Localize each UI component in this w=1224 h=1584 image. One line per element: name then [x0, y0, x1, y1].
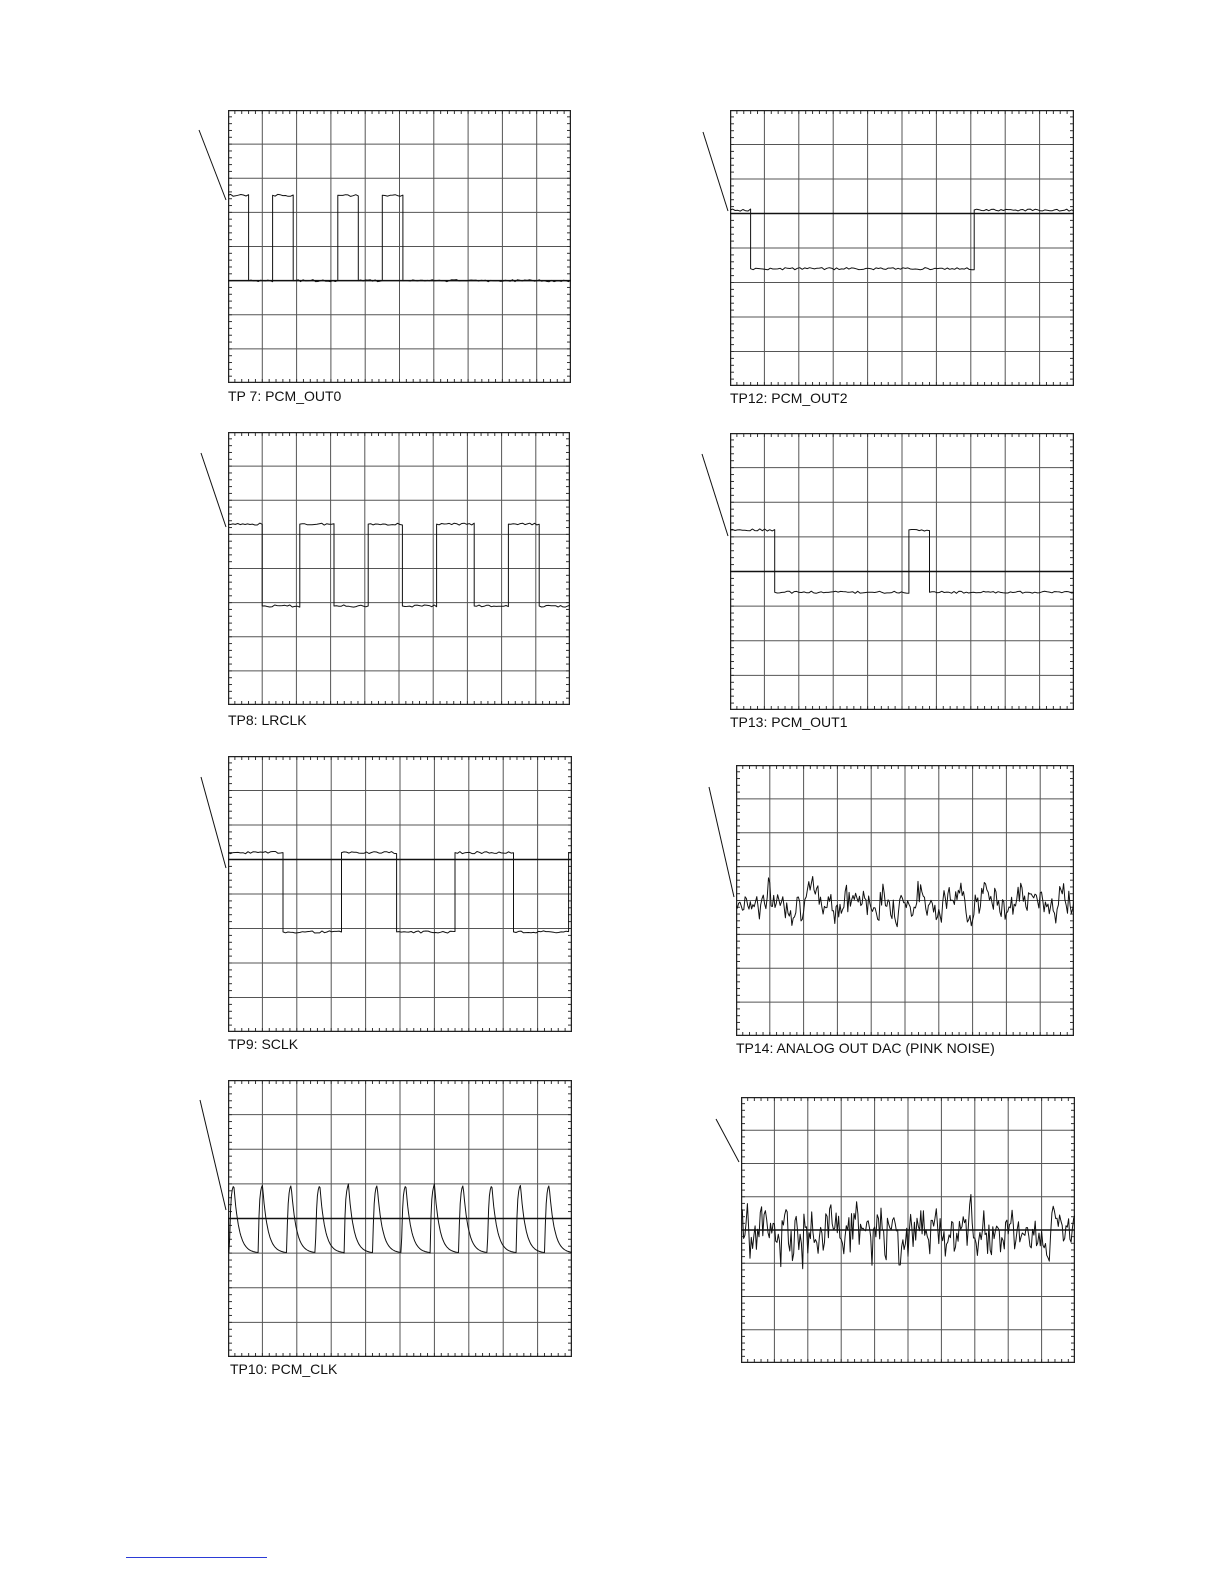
pointer-line-noise	[716, 1119, 739, 1162]
pointer-line-tp14	[709, 787, 734, 897]
caption-tp13: TP13: PCM_OUT1	[730, 714, 848, 730]
scope-tp14-analog-out	[736, 765, 1074, 1036]
scope-tp12-pcm-out2	[730, 110, 1074, 386]
graticule	[228, 756, 572, 1032]
caption-tp12: TP12: PCM_OUT2	[730, 390, 848, 406]
pointer-line-tp12	[703, 132, 728, 211]
graticule	[730, 110, 1074, 386]
pointer-line-tp9	[201, 777, 226, 868]
graticule	[228, 110, 571, 383]
pointer-line-tp8	[201, 453, 226, 527]
pointer-line-tp13	[702, 454, 728, 536]
graticule	[228, 432, 570, 705]
caption-tp9: TP9: SCLK	[228, 1036, 299, 1052]
pointer-line-tp7	[199, 130, 226, 200]
caption-tp8: TP8: LRCLK	[228, 712, 307, 728]
scope-tp10-pcm-clk	[228, 1080, 572, 1357]
scope-tp7-pcm-out0	[228, 110, 571, 383]
scope-tp9-sclk	[228, 756, 572, 1032]
caption-tp14: TP14: ANALOG OUT DAC (PINK NOISE)	[736, 1040, 995, 1056]
caption-tp10: TP10: PCM_CLK	[230, 1361, 338, 1377]
pointer-line-tp10	[200, 1100, 226, 1210]
scope-unlabeled-noise	[741, 1097, 1075, 1363]
scope-tp8-lrclk	[228, 432, 570, 705]
scope-tp13-pcm-out1	[730, 433, 1074, 710]
caption-tp7: TP 7: PCM_OUT0	[228, 388, 342, 404]
footer-link-underline[interactable]	[126, 1557, 267, 1558]
